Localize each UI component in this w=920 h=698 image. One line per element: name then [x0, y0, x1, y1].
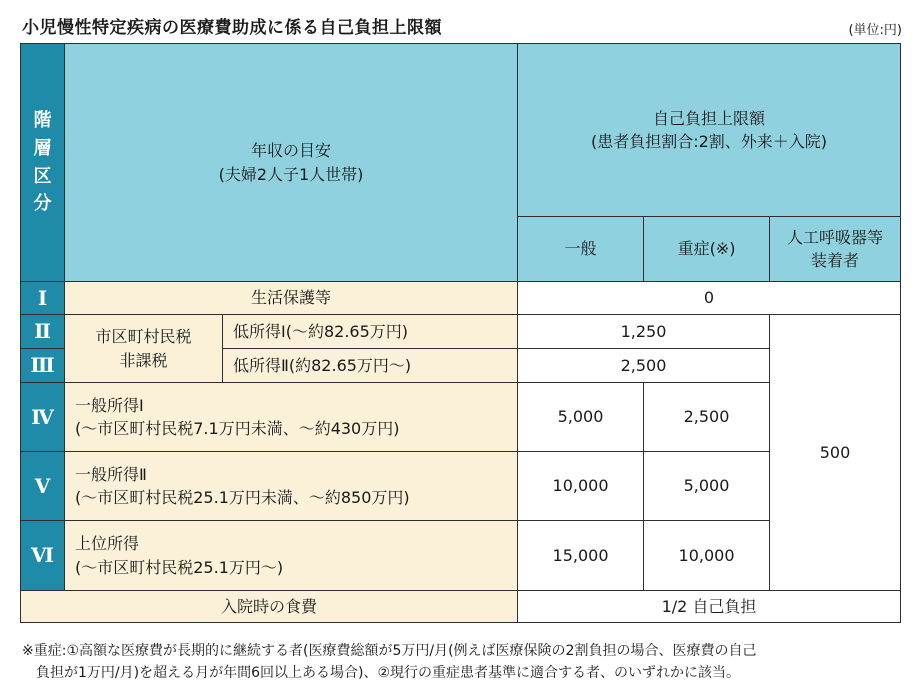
- income-label: 生活保護等: [65, 282, 518, 315]
- severe-value: 10,000: [644, 521, 770, 591]
- income-label: 低所得Ⅰ(～約82.65万円): [223, 315, 518, 349]
- general-value: 5,000: [518, 383, 644, 452]
- limit-header: 自己負担上限額 (患者負担割合:2割、外来＋入院): [518, 44, 901, 217]
- nontaxable-group-label: 市区町村民税 非課税: [65, 315, 223, 383]
- col-severe-header: 重症(※): [644, 217, 770, 282]
- tier-label: Ⅵ: [21, 521, 65, 591]
- income-label: 一般所得Ⅱ (～市区町村民税25.1万円未満、～約850万円): [65, 452, 518, 521]
- footnote: ※重症:①高額な医療費が長期的に継続する者(医療費総額が5万円/月(例えば医療保険の2割負担の場合、医療費の自己 負担が1万円/月)を超える月が年間6回以上ある場合)、②現行の重症患者基準に適合する者、のいずれかに該当。: [22, 643, 757, 682]
- table-row: [21, 591, 901, 623]
- table-row: [21, 521, 901, 591]
- col-general-header: 一般: [518, 217, 644, 282]
- limit-value: 0: [518, 282, 901, 315]
- income-label: 低所得Ⅱ(約82.65万円～): [223, 349, 518, 383]
- tier-label: Ⅰ: [21, 282, 65, 315]
- table-row: [21, 452, 901, 521]
- meal-label: 入院時の食費: [21, 591, 518, 623]
- ventilator-value: 500: [770, 315, 901, 591]
- income-label: 上位所得 (～市区町村民税25.1万円～): [65, 521, 518, 591]
- income-header: 年収の目安 (夫婦2人子1人世帯): [65, 44, 518, 282]
- table-row: [21, 315, 901, 349]
- income-label: 一般所得Ⅰ (～市区町村民税7.1万円未満、～約430万円): [65, 383, 518, 452]
- general-value: 10,000: [518, 452, 644, 521]
- table-row: [21, 282, 901, 315]
- tier-label: Ⅲ: [21, 349, 65, 383]
- tier-label: Ⅳ: [21, 383, 65, 452]
- limit-value: 1,250: [518, 315, 770, 349]
- table-row: [21, 383, 901, 452]
- meal-value: 1/2 自己負担: [518, 591, 901, 623]
- severe-value: 5,000: [644, 452, 770, 521]
- general-value: 15,000: [518, 521, 644, 591]
- tier-label: Ⅴ: [21, 452, 65, 521]
- tier-label: Ⅱ: [21, 315, 65, 349]
- page-title: 小児慢性特定疾病の医療費助成に係る自己負担上限額: [22, 18, 442, 38]
- col-ventilator-header: 人工呼吸器等 装着者: [770, 217, 901, 282]
- unit-label: (単位:円): [848, 23, 902, 38]
- limit-value: 2,500: [518, 349, 770, 383]
- tier-header: 階 層 区 分: [21, 44, 65, 282]
- severe-value: 2,500: [644, 383, 770, 452]
- cost-limit-table: [20, 43, 901, 623]
